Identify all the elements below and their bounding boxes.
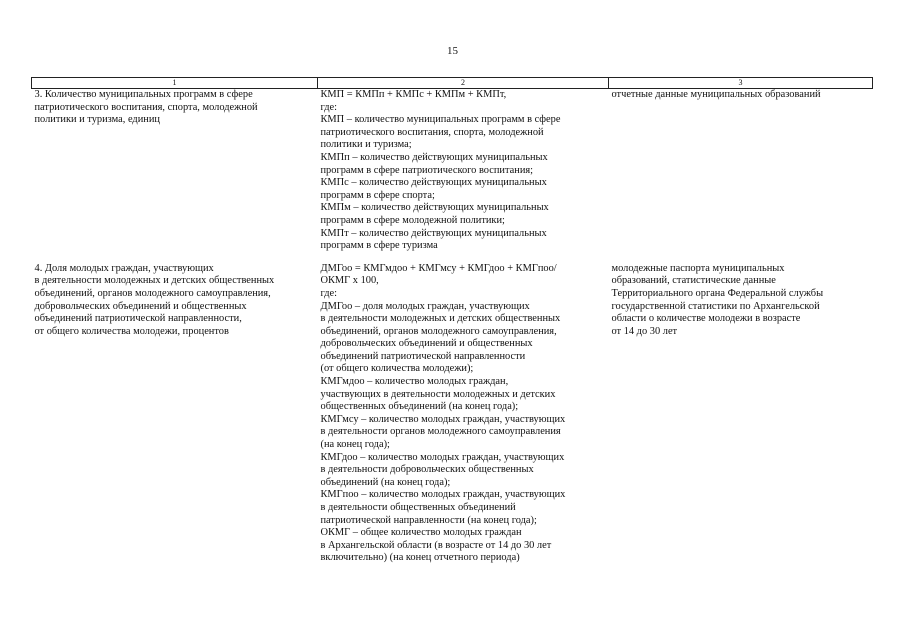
text-line: от общего количества молодежи, процентов: [34, 325, 229, 337]
calculation-method-cell: [318, 263, 609, 575]
text-line: в деятельности добровольческих общественных: [320, 464, 534, 476]
text-line: в Архангельской области (в возрасте от 14 до 30 лет: [320, 539, 552, 551]
text-line: КМПп – количество действующих муниципальных: [320, 151, 548, 163]
column-header-2: 2: [318, 78, 609, 89]
text-line: Территориального органа Федеральной службы: [611, 287, 824, 299]
text-line: программ в сфере молодежной политики;: [320, 214, 505, 226]
text-line: программ в сфере спорта;: [320, 189, 435, 201]
text-line: добровольческих объединений и общественных: [320, 338, 533, 350]
text-line: патриотического воспитания, спорта, молодежной: [34, 101, 258, 113]
data-source-cell: [609, 89, 873, 263]
text-line: КМГмсу – количество молодых граждан, участвующих: [320, 413, 566, 425]
table-row: [32, 263, 873, 575]
text-line: участвующих в деятельности молодежных и детских: [320, 388, 556, 400]
text-line: ОКМГ х 100,: [320, 275, 379, 287]
table-header-row: [32, 78, 873, 89]
text-line: отчетные данные муниципальных образований: [611, 89, 821, 100]
data-source-cell: [609, 263, 873, 575]
text-line: КМП = КМПп + КМПс + КМПм + КМПт,: [320, 89, 507, 100]
text-line: КМПс – количество действующих муниципальных: [320, 177, 547, 189]
text-line: в деятельности молодежных и детских общественных: [34, 275, 275, 287]
text-line: 4. Доля молодых граждан, участвующих: [34, 262, 214, 274]
page-number: 15: [447, 45, 458, 57]
text-line: ДМГоо – доля молодых граждан, участвующих: [320, 300, 530, 312]
text-line: КМП – количество муниципальных программ в сфере: [320, 114, 561, 126]
text-line: политики и туризма, единиц: [34, 114, 160, 126]
text-line: программ в сфере туризма: [320, 240, 438, 252]
text-line: где:: [320, 287, 338, 299]
text-line: государственной статистики по Архангельской: [611, 300, 820, 312]
indicators-table: [31, 77, 873, 575]
text-line: (от общего количества молодежи);: [320, 363, 474, 375]
text-line: в деятельности молодежных и детских общественных: [320, 313, 561, 325]
text-line: ДМГоо = КМГмдоо + КМГмсу + КМГдоо + КМГпоо/: [320, 262, 557, 274]
table-body: [32, 89, 873, 575]
text-line: КМГмдоо – количество молодых граждан,: [320, 376, 509, 388]
text-line: где:: [320, 101, 338, 113]
text-line: образований, статистические данные: [611, 275, 776, 287]
text-line: от 14 до 30 лет: [611, 325, 678, 337]
text-line: ОКМГ – общее количество молодых граждан: [320, 527, 522, 539]
text-line: добровольческих объединений и общественных: [34, 300, 247, 312]
text-line: общественных объединений (на конец года);: [320, 401, 519, 413]
text-line: программ в сфере патриотического воспитания;: [320, 164, 534, 176]
text-line: 3. Количество муниципальных программ в сфере: [34, 89, 253, 100]
text-line: (на конец года);: [320, 439, 390, 451]
text-line: КМПм – количество действующих муниципальных: [320, 202, 549, 214]
text-line: КМПт – количество действующих муниципальных: [320, 227, 547, 239]
text-line: патриотического воспитания, спорта, молодежной: [320, 126, 544, 138]
calculation-method-cell: [318, 89, 609, 263]
text-line: объединений, органов молодежного самоуправления,: [320, 325, 557, 337]
text-line: КМГдоо – количество молодых граждан, участвующих: [320, 451, 565, 463]
text-line: области о количестве молодежи в возрасте: [611, 313, 801, 325]
text-line: включительно) (на конец отчетного периода): [320, 552, 520, 564]
text-line: в деятельности органов молодежного самоуправления: [320, 426, 561, 438]
text-line: молодежные паспорта муниципальных: [611, 262, 785, 274]
text-line: объединений патриотической направленности: [320, 350, 526, 362]
table-row: [32, 89, 873, 263]
text-line: объединений (на конец года);: [320, 476, 451, 488]
text-line: патриотической направленности (на конец года);: [320, 514, 537, 526]
text-line: объединений, органов молодежного самоуправления,: [34, 287, 271, 299]
column-header-1: 1: [32, 78, 318, 89]
indicator-cell: [32, 89, 318, 263]
indicator-cell: [32, 263, 318, 575]
text-line: КМГпоо – количество молодых граждан, участвующих: [320, 489, 566, 501]
text-line: объединений патриотической направленности,: [34, 313, 242, 325]
column-header-3: 3: [609, 78, 873, 89]
text-line: в деятельности общественных объединений: [320, 502, 516, 513]
text-line: политики и туризма;: [320, 139, 412, 151]
